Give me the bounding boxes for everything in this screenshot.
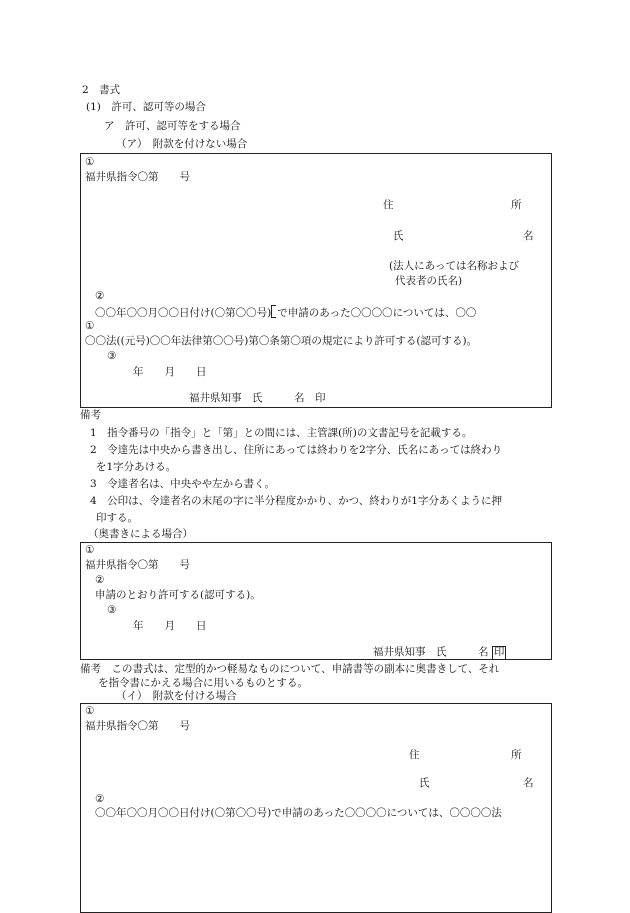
address-label-second: 所 bbox=[511, 749, 522, 761]
address-label-first: 住 bbox=[409, 749, 420, 761]
endorsement-body: 申請のとおり許可する(認可する)。 bbox=[95, 589, 261, 601]
address-label-second: 所 bbox=[511, 199, 522, 211]
form-box-endorsement bbox=[80, 542, 552, 660]
body-line-1-pre: 〇〇年〇〇月〇〇日付け(〇第〇〇号) bbox=[95, 307, 272, 319]
circle-marker-3: ③ bbox=[107, 350, 117, 362]
circle-marker-2: ② bbox=[95, 290, 105, 302]
endorsement-heading: （奥書きによる場合） bbox=[88, 528, 193, 540]
sub-item-a-heading: ア 許可、認可等をする場合 bbox=[104, 120, 241, 132]
circle-marker-1b: ① bbox=[85, 320, 95, 332]
seal-stamp: 印 bbox=[493, 646, 505, 658]
note-item-1: 1 指令番号の「指令」と「第」との間には、主管課(所)の文書記号を記載する。 bbox=[90, 427, 473, 439]
circle-marker-2: ② bbox=[95, 574, 105, 586]
note-item-3: 3 令達者名は、中央やや左から書く。 bbox=[90, 478, 275, 490]
note-item-4: 4 公印は、令達者名の末尾の字に半分程度かかり、かつ、終わりが1字分あくように押 bbox=[90, 495, 502, 507]
corporation-note-line2: 代表者の氏名) bbox=[395, 275, 463, 287]
name-label-second: 名 bbox=[523, 777, 534, 789]
body-line-1 bbox=[95, 305, 476, 320]
circle-marker-2: ② bbox=[95, 793, 105, 805]
section-heading: 2 書式 bbox=[82, 84, 121, 96]
notes-title: 備考 bbox=[80, 409, 101, 421]
name-label-second: 名 bbox=[523, 230, 534, 242]
date-line: 年 月 日 bbox=[133, 366, 207, 378]
date-line: 年 月 日 bbox=[133, 620, 207, 632]
circle-marker-1: ① bbox=[85, 156, 95, 168]
note2-line1: 備考 この書式は、定型的かつ軽易なものについて、申請書等の副本に奥書きして、それ bbox=[80, 663, 500, 675]
name-label-first: 氏 bbox=[393, 230, 404, 242]
corporation-note-line1: (法人にあっては名称および bbox=[389, 260, 519, 272]
bracket-mark bbox=[271, 305, 276, 318]
circle-marker-3: ③ bbox=[107, 604, 117, 616]
address-label-first: 住 bbox=[383, 199, 394, 211]
body-line-1: 〇〇年〇〇月〇〇日付け(〇第〇〇号)で申請のあった〇〇〇〇については、〇〇〇〇法 bbox=[95, 807, 502, 819]
body-line-2: 〇〇法((元号)〇〇年法律第〇〇号)第〇条第〇項の規定により許可する(認可する)。 bbox=[85, 335, 478, 347]
note-item-2: 2 令達先は中央から書き出し、住所にあっては終わりを2字分、氏名にあっては終わり bbox=[90, 444, 503, 456]
subsection-heading: (1) 許可、認可等の場合 bbox=[86, 101, 206, 113]
document-number: 福井県指令〇第 号 bbox=[85, 720, 190, 732]
note-item-2-cont: を1字分あける。 bbox=[96, 461, 177, 473]
note2-line2: を指令書にかえる場合に用いるものとする。 bbox=[98, 677, 308, 689]
circle-marker-1: ① bbox=[85, 705, 95, 717]
form-box-with-conditions bbox=[80, 703, 552, 913]
sub-item-a2-heading: （イ） 附款を付ける場合 bbox=[116, 690, 237, 702]
governor-signature bbox=[373, 646, 506, 660]
form-box-without-conditions bbox=[80, 153, 552, 408]
body-line-1-post: で申請のあった〇〇〇〇については、〇〇 bbox=[277, 307, 477, 319]
name-label-first: 氏 bbox=[419, 777, 430, 789]
document-number: 福井県指令〇第 号 bbox=[85, 171, 190, 183]
signature-text: 福井県知事 氏 名 bbox=[373, 646, 489, 658]
circle-marker-1: ① bbox=[85, 544, 95, 556]
sub-item-a1-heading: （ア） 附款を付けない場合 bbox=[116, 138, 248, 150]
governor-signature: 福井県知事 氏 名 印 bbox=[189, 392, 326, 404]
document-number: 福井県指令〇第 号 bbox=[85, 559, 190, 571]
note-item-4-cont: 印する。 bbox=[96, 512, 138, 524]
